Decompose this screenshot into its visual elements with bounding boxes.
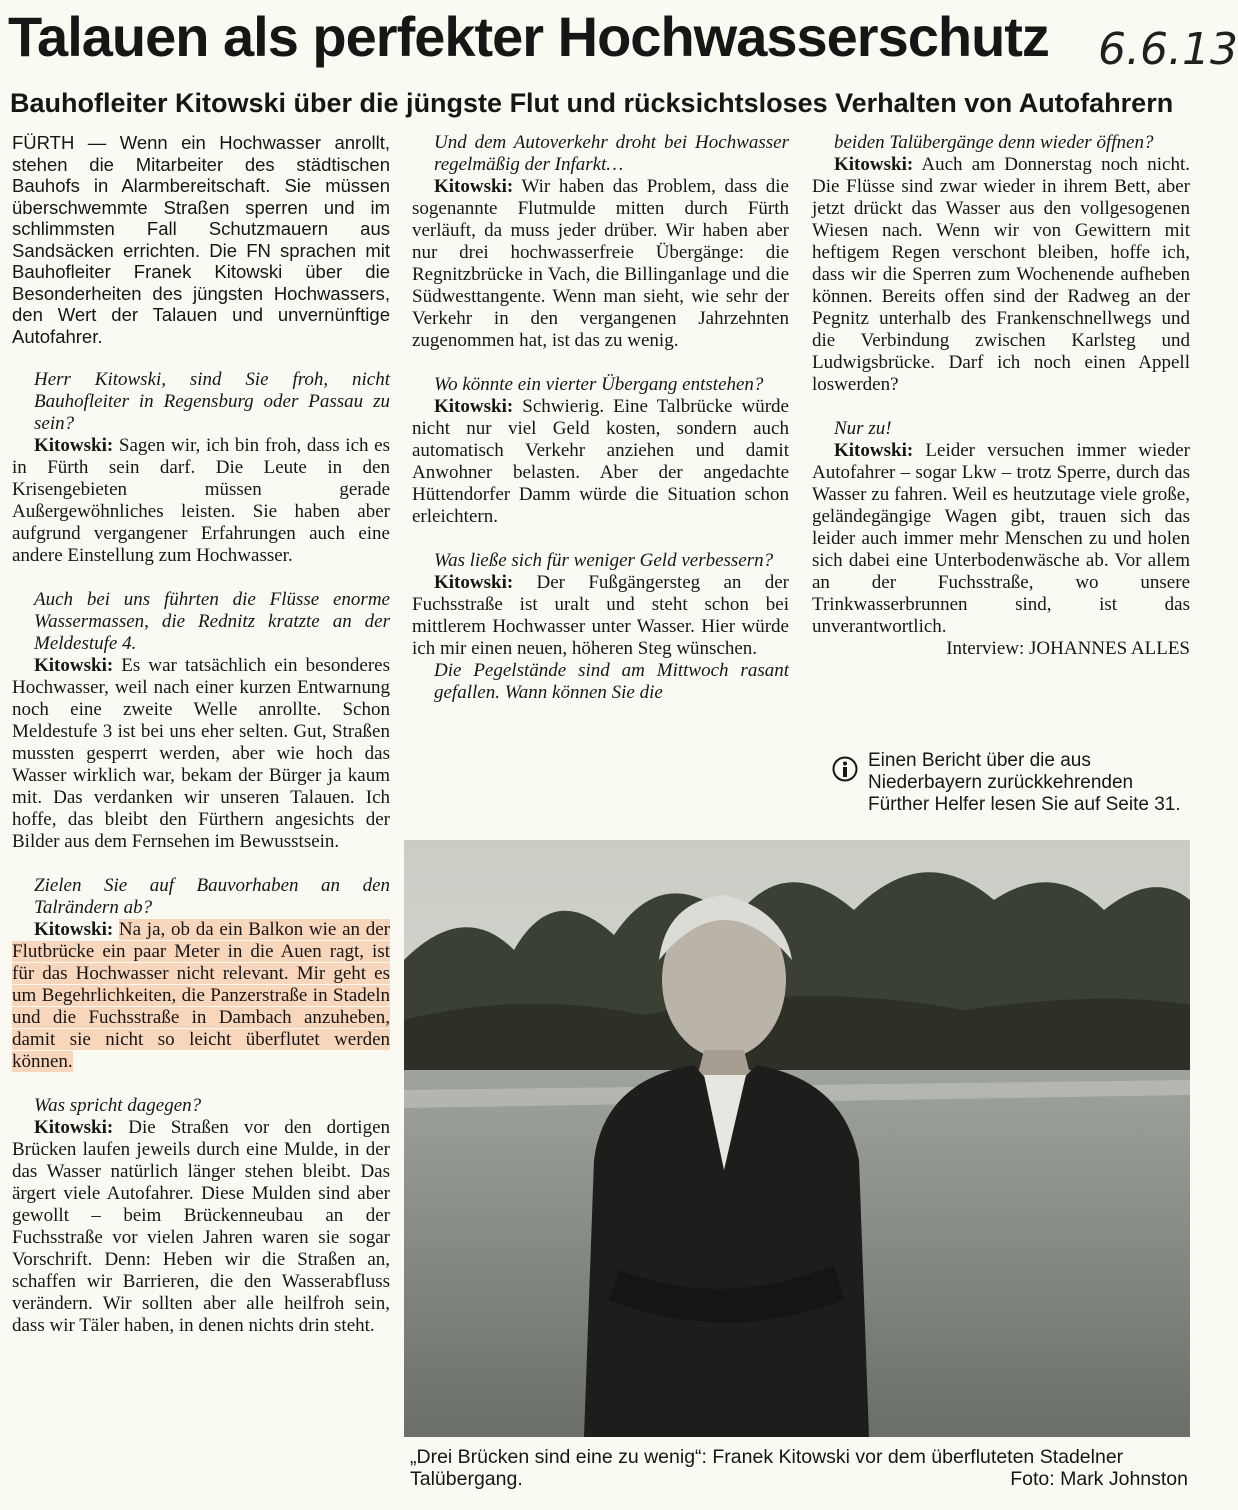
info-text: Einen Bericht über die aus Niederbayern zurückkehrenden Fürther Helfer lesen Sie auf Seite 31. — [868, 750, 1181, 815]
answer-text: Die Straßen vor den dortigen Brücken laufen jeweils durch eine Mulde, in der das Wasser natürlich länger stehen bleibt. Das ärgert viele Autofahrer. Diese Mulden sind aber gewollt – beim Brückenneubau an der Fuchsstraße vor vielen Jahren waren sie sogar Vorschrift. Denn: Heben wir die Straßen an, schaffen wir Barrieren, die den Wasserabfluss verändern. Wir sollten aber alle heilfroh sein, dass wir Täler haben, in denen nichts drin steht. — [12, 1117, 391, 1336]
speaker-label: Kitowski: — [434, 396, 514, 417]
article-photo — [404, 840, 1190, 1437]
answer — [812, 154, 1190, 396]
byline: Interview: JOHANNES ALLES — [946, 638, 1190, 659]
photo-credit: Foto: Mark Johnston — [1010, 1468, 1188, 1490]
answer-text: Wir haben das Problem, dass die sogenannte Flutmulde mitten durch Fürth verläuft, da muss jeder drüber. Wir haben aber nur drei hochwasserfreie Übergänge: die Regnitzbrücke in Vach, die Billinganlage und die Südwesttangente. Wenn man sieht, wie sehr der Verkehr in den vergangenen Jahrzehnten zugenommen hat, ist das zu wenig. — [412, 176, 789, 351]
answer — [812, 440, 1190, 638]
answer-text: Der Fußgängersteg an der Fuchsstraße ist uralt und steht schon bei mittlerem Hochwasser unter Wasser. Hier würde ich mir einen neuen, höheren Steg wünschen. — [412, 572, 790, 659]
subheadline: Bauhofleiter Kitowski über die jüngste Flut und rücksichtsloses Verhalten von Autofahrern — [10, 88, 1174, 118]
answer-text: Es war tatsächlich ein besonderes Hochwasser, weil nach einer kurzen Entwarnung noch eine zweite Welle anrollte. Schon Meldestufe 3 ist bei uns eher selten. Gut, Straßen mussten gesperrt werden, aber wie hoch das Wasser wirklich war, bekam der Bürger ja kaum mit. Das verdanken wir unseren Talauen. Ich hoffe, das bleibt den Fürthern angesichts der Bilder aus dem Fernsehen im Bewusstsein. — [12, 655, 390, 852]
article-column-2 — [412, 132, 789, 704]
headline: Talauen als perfekter Hochwasserschutz — [8, 5, 1049, 68]
article-column-1 — [12, 132, 390, 1337]
qa-block — [12, 369, 390, 567]
lead-paragraph: FÜRTH — Wenn ein Hochwasser anrollt, stehen die Mitarbeiter des städtischen Bauhofs in Alarmbereitschaft. Sie müssen überschwemmte Straßen sperren und im schlimmsten Fall Schutzmauern aus Sandsäcken errichten. Die FN sprachen mit Bauhofleiter Franek Kitowski über die Besonderheiten des jüngsten Hochwassers, den Wert der Talauen und unvernünftige Autofahrer. — [12, 132, 390, 347]
speaker-label: Kitowski: — [834, 154, 914, 175]
answer-text: Schwierig. Eine Talbrücke würde nicht nur viel Geld kosten, sondern auch automatisch Verkehr anziehen und damit Anwohner belasten. Aber der angedachte Hüttendorfer Damm würde die Situation schon erleichtern. — [412, 396, 789, 527]
question-continuation: beiden Talübergänge denn wieder öffnen? — [834, 132, 1154, 153]
answer — [412, 396, 789, 528]
question: Was ließe sich für weniger Geld verbessern? — [434, 550, 774, 571]
photo-caption: „Drei Brücken sind eine zu wenig“: Franek Kitowski vor dem überfluteten Stadelner Talübergang. — [410, 1446, 1124, 1490]
answer — [12, 1117, 390, 1337]
qa-block — [412, 550, 789, 660]
handwritten-date: 6.6.13 — [1098, 24, 1238, 75]
qa-block — [12, 589, 390, 853]
answer-text: Leider versuchen immer wieder Autofahrer – sogar Lkw – trotz Sperre, durch das Wasser zu fahren. Weil es heutzutage viele große, geländegängige Wagen gibt, trauen sich das leider auch immer mehr Menschen zu und holen sich dabei eine Unterbodenwäsche ab. Vor allem an der Fuchsstraße, wo unsere Trinkwasserbrunnen sind, ist das unverantwortlich. — [812, 440, 1191, 637]
question: Und dem Autoverkehr droht bei Hochwasser regelmäßig der Infarkt… — [434, 132, 789, 175]
qa-block — [812, 418, 1190, 638]
speaker-label: Kitowski: — [834, 440, 914, 461]
answer — [12, 655, 390, 853]
question: Wo könnte ein vierter Übergang entstehen? — [434, 374, 764, 395]
question: Auch bei uns führten die Flüsse enorme Wassermassen, die Rednitz kratzte an der Meldestufe 4. — [34, 589, 390, 654]
question: Zielen Sie auf Bauvorhaben an den Talrändern ab? — [34, 875, 390, 918]
speaker-label: Kitowski: — [34, 655, 114, 676]
qa-block — [12, 1095, 390, 1337]
speaker-label: Kitowski: — [34, 919, 114, 940]
answer — [12, 919, 390, 1073]
qa-block — [12, 875, 390, 1073]
answer-text: Sagen wir, ich bin froh, dass ich es in Fürth sein darf. Die Leute in den Krisengebieten müssen gerade Außergewöhnliches leisten. Sie haben aber aufgrund vergangener Erfahrungen auch eine andere Einstellung zum Hochwasser. — [12, 435, 391, 566]
qa-block — [412, 132, 789, 352]
answer — [412, 572, 789, 660]
speaker-label: Kitowski: — [34, 435, 114, 456]
answer-text: Auch am Donnerstag noch nicht. Die Flüsse sind zwar wieder in ihrem Bett, aber jetzt drückt das Wasser aus den vollgesogenen Wiesen nach. Wenn wir von Gewittern mit heftigem Regen verschont bleiben, hoffe ich, dass wir die Sperren zum Wochenende aufheben können. Bereits offen sind der Radweg an der Pegnitz unterhalb des Frankenschnellwegs und die Verbindung zwischen Karlsteg und Ludwigsbrücke. Darf ich noch einen Appell loswerden? — [812, 154, 1190, 395]
qa-block — [412, 374, 789, 528]
answer — [412, 176, 789, 352]
article-column-3 — [812, 132, 1190, 660]
speaker-label: Kitowski: — [434, 572, 514, 593]
photo-illustration — [404, 840, 1190, 1437]
question: Was spricht dagegen? — [34, 1095, 202, 1116]
answer-text: Na ja, ob da ein Balkon wie an der Flutbrücke ein paar Meter in die Auen ragt, ist für das Hochwasser nicht relevant. Mir geht es um Begehrlichkeiten, die Panzerstraße in Stadeln und die Fuchsstraße in Dambach anzuheben, damit sie nicht so leicht überflutet werden können. — [12, 919, 390, 1072]
question: Herr Kitowski, sind Sie froh, nicht Bauhofleiter in Regensburg oder Passau zu sein? — [34, 369, 390, 434]
speaker-label: Kitowski: — [34, 1117, 114, 1138]
answer — [12, 435, 390, 567]
info-icon — [832, 756, 858, 782]
question: Nur zu! — [834, 418, 892, 439]
info-box — [832, 750, 1192, 816]
question-continued: Die Pegelstände sind am Mittwoch rasant gefallen. Wann können Sie die — [434, 660, 789, 703]
speaker-label: Kitowski: — [434, 176, 514, 197]
